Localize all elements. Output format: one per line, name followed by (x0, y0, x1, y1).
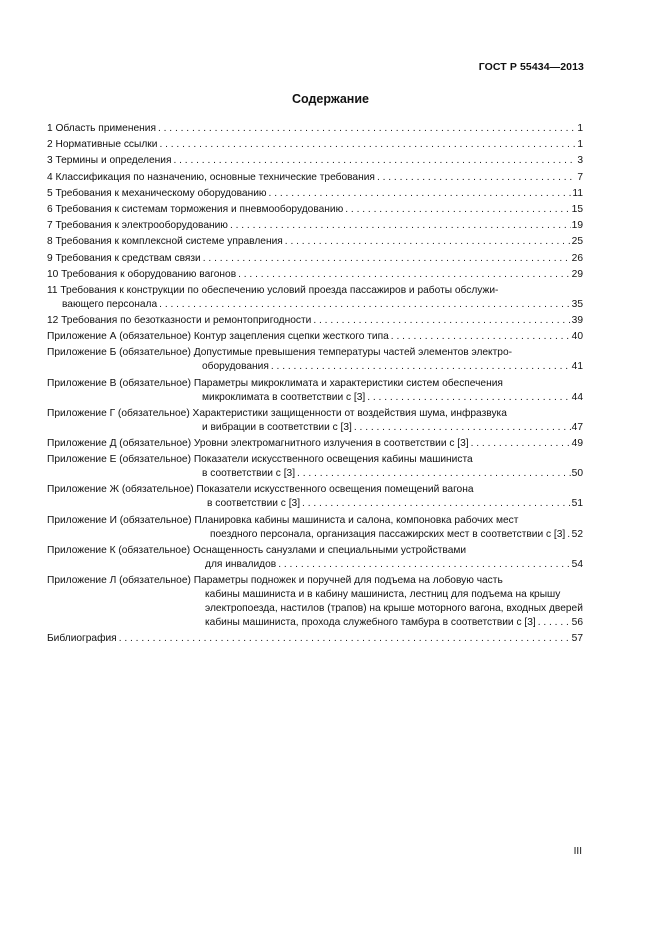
toc-page-number: 3 (577, 155, 583, 167)
dot-leader (377, 171, 576, 185)
dot-leader (238, 268, 571, 282)
toc-page-number: 29 (571, 268, 583, 280)
dot-leader (391, 330, 571, 344)
toc-page-number: 35 (571, 298, 583, 310)
toc-entry-text: в соответствии с [3] (207, 498, 301, 510)
toc-entry-text: Приложение К (обязательное) Оснащенность санузлами и специальными устройствами (47, 544, 467, 556)
toc-entry-text: 9 Требования к средствам связи (47, 252, 201, 264)
toc-entry[interactable] (47, 268, 583, 282)
toc-entry-text: Приложение Д (обязательное) Уровни электромагнитного излучения в соответствии с [3] (47, 438, 469, 449)
toc-entry[interactable] (47, 187, 583, 201)
toc-entry-text: 10 Требования к оборудованию вагонов (47, 268, 237, 280)
dot-leader (297, 467, 571, 481)
dot-leader (230, 219, 571, 233)
toc-entry[interactable] (47, 330, 583, 344)
toc-entry[interactable] (47, 407, 583, 435)
toc-page-number: 49 (571, 438, 583, 449)
toc-entry-text: 2 Нормативные ссылки (47, 139, 158, 151)
toc-entry[interactable] (47, 514, 583, 542)
toc-page-number: 7 (577, 171, 583, 183)
toc-entry[interactable] (47, 171, 583, 185)
toc-entry-text: оборудования (202, 361, 269, 373)
toc-entry-text: Библиография (47, 633, 117, 645)
toc-entry[interactable] (47, 138, 583, 152)
toc-entry-text: вающего персонала (62, 298, 158, 310)
toc-entry-text: Приложение В (обязательное) Параметры микроклимата и характеристики систем обеспечения (47, 377, 503, 389)
toc-entry-text: электропоезда, настилов (трапов) на крыше моторного вагона, входных дверей (205, 602, 583, 614)
toc-entry-text: 6 Требования к системам торможения и пневмооборудованию (47, 203, 344, 215)
toc-entry-text: 8 Требования к комплексной системе управления (47, 236, 283, 248)
dot-leader (159, 138, 576, 152)
toc-page-number: 57 (571, 633, 583, 645)
dot-leader (173, 154, 576, 168)
toc-entry-text: для инвалидов (205, 558, 277, 570)
toc-entry-text: Приложение Б (обязательное) Допустимые превышения температуры частей элементов электро- (47, 347, 513, 359)
toc-page-number: 15 (571, 203, 583, 215)
toc-page-number: 51 (571, 498, 583, 510)
toc-page-number: 1 (577, 139, 583, 151)
toc-entry-text: 11 Требования к конструкции по обеспечению условий проезда пассажиров и работы обслужи- (47, 284, 499, 296)
toc-entry[interactable] (47, 284, 583, 312)
dot-leader (285, 235, 571, 249)
toc-entry[interactable] (47, 632, 583, 646)
toc-entry[interactable] (47, 544, 583, 572)
dot-leader (471, 437, 571, 451)
toc-entry[interactable] (47, 314, 583, 328)
toc-entry-text: 3 Термины и определения (47, 155, 172, 167)
toc-page-number: 47 (571, 421, 583, 433)
toc-entry-text: 5 Требования к механическому оборудованию (47, 187, 267, 199)
dot-leader (158, 122, 576, 136)
toc-entry-text: 7 Требования к электрооборудованию (47, 220, 228, 232)
toc-page-number: 44 (571, 391, 583, 403)
toc-entry-text: Приложение А (обязательное) Контур зацепления сцепки жесткого типа (47, 331, 389, 343)
toc-page-number: 25 (571, 236, 583, 248)
dot-leader (119, 632, 571, 646)
dot-leader (538, 616, 571, 630)
toc-page-number: 41 (571, 361, 583, 373)
toc-entry[interactable] (47, 377, 583, 405)
dot-leader (345, 203, 570, 217)
toc-page-number: 19 (571, 220, 583, 232)
toc-entry[interactable] (47, 483, 583, 511)
toc-page-number: 40 (571, 331, 583, 343)
table-of-contents (47, 122, 583, 648)
toc-entry[interactable] (47, 574, 583, 630)
toc-page-number: 56 (571, 616, 583, 628)
dot-leader (354, 421, 571, 435)
toc-entry[interactable] (47, 346, 583, 374)
dot-leader (203, 252, 571, 266)
toc-entry-text: Приложение Ж (обязательное) Показатели искусственного освещения помещений вагона (47, 484, 474, 496)
toc-entry-text: Приложение И (обязательное) Планировка кабины машиниста и салона, компоновка рабочих мест (47, 514, 519, 526)
toc-entry-text: 12 Требования по безотказности и ремонтопригодности (47, 315, 312, 327)
toc-page-number: 50 (571, 468, 583, 480)
dot-leader (567, 528, 570, 542)
toc-entry-text: поездного персонала, организация пассажирских мест в соответствии с [3] (210, 528, 566, 540)
dot-leader (302, 497, 571, 511)
dot-leader (159, 298, 571, 312)
dot-leader (367, 391, 570, 405)
toc-entry[interactable] (47, 219, 583, 233)
toc-page-number: 11 (572, 187, 583, 199)
toc-entry-text: микроклимата в соответствии с [3] (202, 391, 366, 403)
toc-entry-text: кабины машиниста, прохода служебного тамбура в соответствии с [3] (205, 616, 536, 628)
toc-entry-text: Приложение Г (обязательное) Характеристики защищенности от воздействия шума, инфразвука (47, 407, 507, 419)
dot-leader (313, 314, 570, 328)
toc-page-number: 1 (577, 123, 583, 134)
toc-entry-text: Приложение Л (обязательное) Параметры подножек и поручней для подъема на лобовую часть (47, 574, 503, 586)
toc-entry[interactable] (47, 437, 583, 451)
toc-entry[interactable] (47, 252, 583, 266)
toc-page-number: 26 (571, 252, 583, 264)
document-code: ГОСТ Р 55434—2013 (478, 61, 584, 73)
toc-entry[interactable] (47, 453, 583, 481)
toc-page-number: 54 (571, 558, 583, 570)
toc-entry-text: 1 Область применения (47, 123, 156, 134)
toc-entry-text: в соответствии с [3] (202, 468, 296, 480)
toc-entry[interactable] (47, 235, 583, 249)
toc-entry[interactable] (47, 122, 583, 136)
dot-leader (271, 360, 571, 374)
toc-page-number: 39 (571, 315, 583, 327)
toc-entry[interactable] (47, 203, 583, 217)
toc-entry-text: и вибрации в соответствии с [3] (202, 421, 352, 433)
toc-entry[interactable] (47, 154, 583, 168)
dot-leader (269, 187, 572, 201)
page-number: III (573, 846, 582, 857)
toc-page-number: 52 (571, 528, 583, 540)
toc-entry-text: 4 Классификация по назначению, основные технические требования (47, 171, 375, 183)
dot-leader (278, 558, 570, 572)
page-title: Содержание (291, 92, 369, 106)
toc-entry-text: кабины машиниста и в кабину машиниста, лестниц для подъема на крышу (205, 588, 561, 600)
toc-entry-text: Приложение Е (обязательное) Показатели искусственного освещения кабины машиниста (47, 454, 473, 466)
